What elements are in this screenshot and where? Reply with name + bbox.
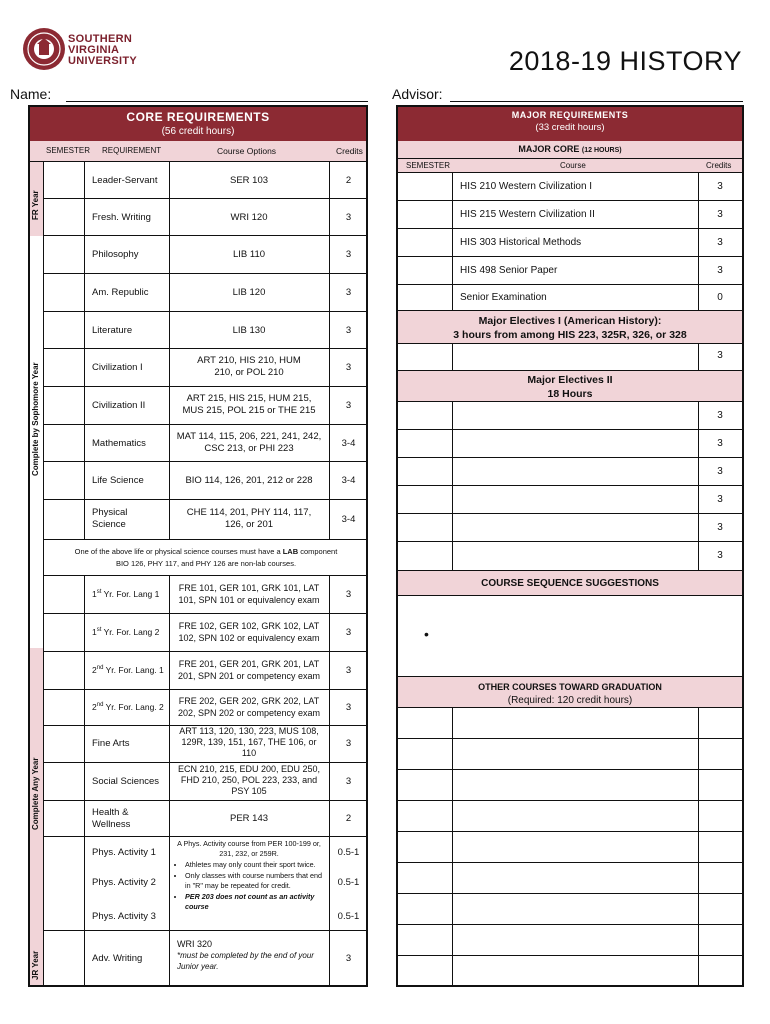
req-label: Physical Science <box>92 507 128 530</box>
name-field[interactable] <box>66 101 368 102</box>
credits-value: 3 <box>717 181 723 192</box>
course-options: ART 210, HIS 210, HUM 210, or POL 210 <box>197 355 301 378</box>
table-row <box>44 500 368 540</box>
table-row <box>398 708 742 739</box>
table-row <box>44 199 368 236</box>
course-options: LIB 120 <box>232 287 266 298</box>
req-label: Civilization I <box>92 362 143 373</box>
table-row <box>398 229 742 257</box>
table-row <box>44 690 368 726</box>
table-row <box>44 763 368 801</box>
table-row <box>44 236 368 274</box>
course-options: LIB 130 <box>232 325 266 336</box>
course-name: HIS 498 Senior Paper <box>460 265 558 276</box>
sequence-header: COURSE SEQUENCE SUGGESTIONS <box>398 570 742 596</box>
table-row <box>398 542 742 570</box>
major-title: MAJOR REQUIREMENTS <box>511 110 629 120</box>
col-requirement: REQUIREMENT <box>102 146 162 155</box>
req-label: Mathematics <box>92 438 146 449</box>
side-jr <box>30 931 44 985</box>
side-fr <box>30 162 44 236</box>
course-options: PER 143 <box>229 813 269 824</box>
req-label: Life Science <box>92 475 144 486</box>
side-any <box>30 648 44 931</box>
col-options: Course Options <box>217 146 277 156</box>
major-banner <box>398 107 742 141</box>
credits-value: 3 <box>717 494 723 505</box>
credits-value: 3 <box>345 212 352 223</box>
req-label: Phys. Activity 1 <box>92 847 156 858</box>
core-subtitle: (56 credit hours) <box>161 126 235 137</box>
credits-value: 3 <box>717 550 723 561</box>
table-row <box>398 458 742 486</box>
credits-value: 3 <box>345 776 352 787</box>
course-options: BIO 114, 126, 201, 212 or 228 <box>185 475 313 486</box>
credits-value: 3 <box>345 400 352 411</box>
activity-note: A Phys. Activity course from PER 100-199 or, 231, 232, or 259R. • Athletes may only count their sport twice. • Only classes with course numbers that end in "R" may be repeated for credit. • PER 203 does not count as an activity course <box>169 837 329 914</box>
credits-value: 2 <box>345 813 352 824</box>
req-label: Social Sciences <box>92 776 160 787</box>
side-label-soph: Complete by Sophomore Year <box>31 362 40 476</box>
side-soph <box>30 236 44 648</box>
table-row <box>398 832 742 863</box>
table-row <box>398 956 742 985</box>
credits-value: 3 <box>717 410 723 421</box>
table-row <box>44 614 368 652</box>
advisor-field[interactable] <box>450 101 743 102</box>
req-label: Fresh. Writing <box>92 212 151 223</box>
credits-value: 2 <box>345 175 352 186</box>
col-credits: Credits <box>336 146 363 156</box>
table-row <box>398 925 742 956</box>
course-name: HIS 215 Western Civilization II <box>460 209 595 220</box>
course-options: FRE 102, GER 102, GRK 102, LAT 102, SPN 102 or equivalency exam <box>178 621 320 643</box>
req-label: 2nd Yr. For. Lang. 2 <box>92 702 164 712</box>
col-semester: SEMESTER <box>46 146 91 155</box>
university-name: SOUTHERN VIRGINIA UNIVERSITY <box>68 33 138 67</box>
credits-value: 3 <box>345 362 352 373</box>
course-name: HIS 303 Historical Methods <box>460 237 582 248</box>
table-row <box>398 863 742 894</box>
table-row <box>398 739 742 770</box>
course-options: FRE 101, GER 101, GRK 101, LAT 101, SPN 101 or equivalency exam <box>178 583 320 605</box>
course-options: ECN 210, 215, EDU 200, EDU 250, FHD 210, 250, POL 223, 233, and PSY 105 <box>177 764 321 796</box>
credits-value: 3 <box>345 325 352 336</box>
course-options: CHE 114, 201, PHY 114, 117, 126, or 201 <box>186 507 312 530</box>
table-row <box>398 770 742 801</box>
table-row <box>398 402 742 430</box>
table-row <box>44 312 368 349</box>
table-row <box>398 801 742 832</box>
course-name: HIS 210 Western Civilization I <box>460 181 593 192</box>
table-row <box>398 201 742 229</box>
table-row <box>398 285 742 311</box>
side-label-fr: FR Year <box>31 190 40 220</box>
table-row <box>398 344 742 370</box>
credits-value: 3-4 <box>341 514 356 525</box>
table-row <box>398 173 742 201</box>
core-banner <box>30 107 366 141</box>
table-row <box>44 162 368 199</box>
credits-value: 3 <box>717 466 723 477</box>
major-requirements-table <box>396 105 744 987</box>
req-label: Civilization II <box>92 400 146 411</box>
core-title: CORE REQUIREMENTS <box>126 110 270 124</box>
table-row <box>398 894 742 925</box>
credits-value: 0.5-1 <box>337 877 360 888</box>
req-label: Fine Arts <box>92 738 130 749</box>
table-row <box>398 514 742 542</box>
credits-value: 3 <box>717 209 723 220</box>
credits-value: 3 <box>717 237 723 248</box>
lab-note: One of the above life or physical science courses must have a LAB component BIO 126, PHY 117, and PHY 126 are non-lab courses. <box>44 540 368 576</box>
credits-value: 0 <box>717 292 723 303</box>
core-requirements-table <box>28 105 368 987</box>
table-row <box>398 430 742 458</box>
table-row <box>44 576 368 614</box>
req-label: Am. Republic <box>92 287 149 298</box>
req-label: Leader-Servant <box>92 175 158 186</box>
other-courses-header: OTHER COURSES TOWARD GRADUATION (Required: 120 credit hours) <box>398 676 742 708</box>
table-row <box>44 726 368 763</box>
course-options: FRE 201, GER 201, GRK 201, LAT 201, SPN 201 or competency exam <box>177 659 321 681</box>
table-row <box>44 274 368 312</box>
req-label: Phys. Activity 2 <box>92 877 156 888</box>
credits-value: 3 <box>345 249 352 260</box>
course-options: SER 103 <box>229 175 269 186</box>
course-options: LIB 110 <box>232 249 266 260</box>
major-subtitle: (33 credit hours) <box>535 122 605 133</box>
credits-value: 3 <box>717 522 723 533</box>
req-label: Adv. Writing <box>92 953 143 964</box>
credits-value: 3 <box>345 589 352 600</box>
elective2-header: Major Electives II 18 Hours <box>398 370 742 402</box>
course-options: ART 215, HIS 215, HUM 215, MUS 215, POL 215 or THE 215 <box>182 393 316 416</box>
credits-value: 3 <box>345 738 352 749</box>
table-row <box>44 349 368 387</box>
course-options: ART 113, 120, 130, 223, MUS 108, 129R, 139, 151, 167, THE 106, or 110 <box>179 726 319 758</box>
table-row <box>44 801 368 837</box>
major-column-headers: SEMESTER Course Credits <box>398 159 742 173</box>
req-label: 1st Yr. For. Lang 1 <box>92 589 160 599</box>
sequence-bullet: • <box>424 626 429 642</box>
req-label: Philosophy <box>92 249 139 260</box>
table-row <box>44 387 368 425</box>
credits-value: 3 <box>345 702 352 713</box>
table-row <box>44 652 368 690</box>
credits-value: 3-4 <box>341 475 356 486</box>
major-core-header: MAJOR CORE (12 HOURS) <box>398 141 742 159</box>
adv-writing-note: WRI 320 *must be completed by the end of your Junior year. <box>177 939 314 971</box>
req-label: 1st Yr. For. Lang 2 <box>92 627 160 637</box>
elective1-header: Major Electives I (American History): 3 hours from among HIS 223, 325R, 326, or 328 <box>398 310 742 344</box>
name-label: Name: <box>10 86 52 102</box>
sequence-area[interactable] <box>398 596 742 676</box>
table-row <box>44 425 368 462</box>
credits-value: 3 <box>345 665 352 676</box>
course-options: MAT 114, 115, 206, 221, 241, 242, CSC 213, or PHI 223 <box>176 431 322 454</box>
credits-value: 0.5-1 <box>337 847 360 858</box>
credits-value: 3 <box>717 350 723 361</box>
credits-value: 3 <box>717 438 723 449</box>
course-options: WRI 120 <box>230 212 268 223</box>
req-label: Health & Wellness <box>92 807 131 830</box>
credits-value: 3-4 <box>341 438 356 449</box>
page-title: 2018-19 HISTORY <box>508 46 742 76</box>
side-label-jr: JR Year <box>31 950 40 980</box>
side-label-any: Complete Any Year <box>31 757 40 830</box>
credits-value: 3 <box>345 627 352 638</box>
course-options: FRE 202, GER 202, GRK 202, LAT 202, SPN 202 or competency exam <box>177 696 321 718</box>
credits-value: 0.5-1 <box>337 911 360 922</box>
table-row <box>398 257 742 285</box>
credits-value: 3 <box>717 265 723 276</box>
credits-value: 3 <box>345 953 352 964</box>
credits-value: 3 <box>345 287 352 298</box>
core-column-headers <box>30 141 366 162</box>
advisor-label: Advisor: <box>392 86 443 102</box>
req-label: Phys. Activity 3 <box>92 911 156 922</box>
course-name: Senior Examination <box>460 292 547 303</box>
table-row <box>44 462 368 500</box>
req-label: 2nd Yr. For. Lang. 1 <box>92 665 164 675</box>
table-row <box>398 486 742 514</box>
req-label: Literature <box>92 325 133 336</box>
